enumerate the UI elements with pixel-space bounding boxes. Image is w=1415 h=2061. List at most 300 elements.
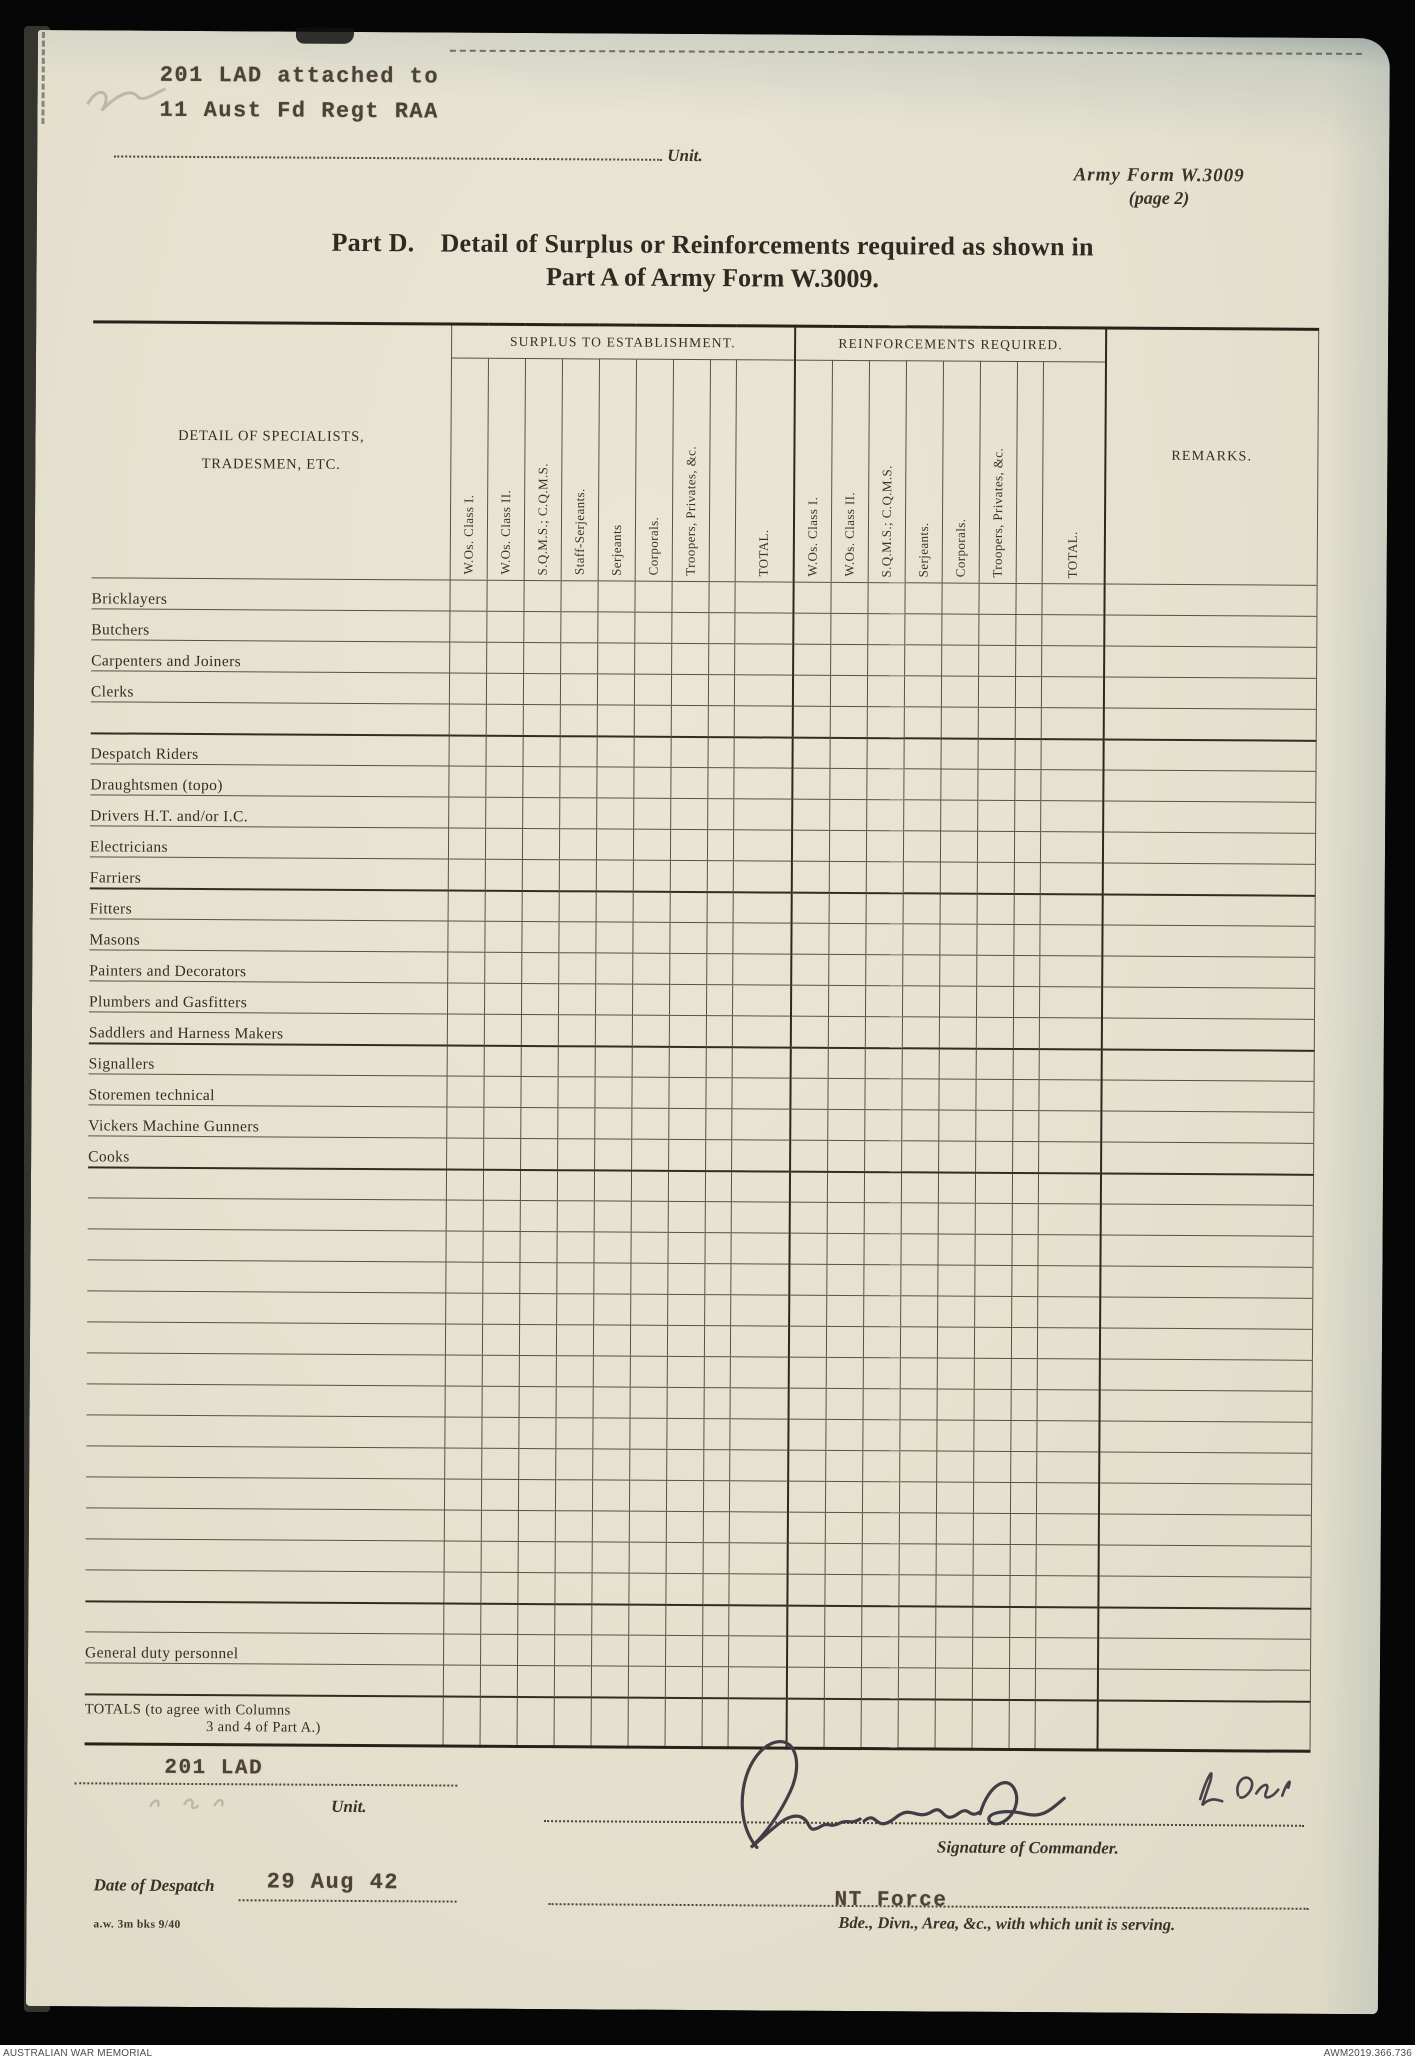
grid-cell [734, 644, 793, 675]
grid-cell [558, 1015, 595, 1046]
remarks-cell [1099, 1421, 1311, 1453]
grid-cell [633, 767, 670, 798]
grid-cell [633, 860, 670, 891]
grid-cell [481, 1417, 518, 1448]
grid-cell [865, 955, 902, 986]
row-label: Signallers [89, 1043, 447, 1076]
grid-cell [824, 1574, 861, 1605]
remarks-cell [1102, 987, 1314, 1019]
grid-cell [827, 1109, 864, 1140]
grid-cell [630, 1294, 667, 1325]
grid-cell [866, 800, 903, 831]
grid-cell [792, 799, 829, 830]
grid-cell [791, 1047, 828, 1078]
column-label-cell [561, 359, 599, 581]
column-label-cell [1016, 361, 1043, 583]
grid-cell [443, 1665, 480, 1696]
remarks-cell [1101, 1142, 1313, 1174]
grid-cell [1041, 615, 1104, 646]
grid-cell [667, 1387, 704, 1418]
grid-cell [1010, 1420, 1036, 1451]
grid-cell [595, 922, 632, 953]
grid-cell [866, 862, 903, 893]
remarks-cell [1103, 894, 1315, 926]
form-reference-number: Army Form W.3009 [1073, 164, 1245, 187]
grid-cell [449, 735, 486, 766]
grid-cell [790, 1140, 827, 1171]
grid-cell [825, 1543, 862, 1574]
grid-cell [977, 800, 1014, 831]
grid-cell [978, 645, 1015, 676]
grid-cell [862, 1451, 899, 1482]
grid-cell [936, 1482, 973, 1513]
column-label-cell [794, 360, 832, 582]
grid-cell [791, 954, 828, 985]
grid-cell [592, 1511, 629, 1542]
unit-typed-line1: 201 LAD attached to [159, 62, 440, 90]
grid-cell [865, 986, 902, 1017]
grid-cell [829, 830, 866, 861]
grid-cell [448, 890, 485, 921]
grid-cell [942, 583, 979, 614]
grid-cell [730, 1264, 789, 1295]
grid-cell [593, 1356, 630, 1387]
grid-cell [522, 859, 559, 890]
grid-cell [901, 1141, 938, 1172]
grid-cell [707, 799, 733, 830]
grid-cell [666, 1480, 703, 1511]
grid-cell [670, 767, 707, 798]
grid-cell [829, 892, 866, 923]
grid-cell [788, 1543, 825, 1574]
grid-cell [975, 1234, 1012, 1265]
grid-cell [518, 1479, 555, 1510]
grid-cell [629, 1511, 666, 1542]
grid-cell [789, 1326, 826, 1357]
grid-cell [592, 1449, 629, 1480]
grid-cell [1011, 1327, 1037, 1358]
grid-cell [520, 1138, 557, 1169]
unit-label: Unit. [667, 145, 703, 166]
grid-cell [974, 1296, 1011, 1327]
grid-cell [559, 891, 596, 922]
row-label [86, 1539, 444, 1572]
footer-unit-dotted-line [74, 1782, 457, 1786]
grid-cell [449, 673, 486, 704]
grid-cell [666, 1449, 703, 1480]
row-label: Masons [89, 919, 447, 952]
row-label [91, 702, 449, 735]
grid-cell [864, 1203, 901, 1234]
grid-cell [941, 738, 978, 769]
grid-cell [902, 955, 939, 986]
grid-cell [901, 1079, 938, 1110]
grid-cell [1013, 1048, 1039, 1079]
grid-cell [979, 583, 1016, 614]
grid-cell [941, 614, 978, 645]
grid-cell [975, 1141, 1012, 1172]
grid-cell [560, 612, 597, 643]
grid-cell [794, 582, 831, 613]
grid-cell [861, 1668, 898, 1699]
grid-cell [1038, 1080, 1101, 1111]
grid-cell [973, 1544, 1010, 1575]
grid-cell [444, 1479, 481, 1510]
grid-cell [668, 1201, 705, 1232]
remarks-cell [1100, 1297, 1312, 1329]
grid-cell [671, 612, 708, 643]
grid-cell [670, 829, 707, 860]
column-label-cell [868, 361, 906, 583]
grid-cell [729, 1450, 788, 1481]
grid-cell [705, 1202, 731, 1233]
grid-cell [448, 797, 485, 828]
grid-cell [937, 1389, 974, 1420]
grid-cell [593, 1325, 630, 1356]
grid-cell [634, 612, 671, 643]
column-label: W.Os. Class I. [804, 496, 820, 577]
grid-cell [629, 1542, 666, 1573]
grid-cell [731, 1109, 790, 1140]
grid-cell [520, 1169, 557, 1200]
grid-cell [486, 735, 523, 766]
column-label-cell [735, 360, 795, 582]
grid-cell [482, 1386, 519, 1417]
grid-cell [521, 1045, 558, 1076]
grid-cell [732, 985, 791, 1016]
grid-cell [597, 736, 634, 767]
binding-stitch-marks [41, 32, 45, 124]
grid-cell [1037, 1390, 1100, 1421]
grid-cell [520, 1200, 557, 1231]
grid-cell [518, 1510, 555, 1541]
reinforcements-section-header: REINFORCEMENTS REQUIRED. [795, 326, 1106, 362]
detail-column-header [92, 322, 452, 580]
grid-cell [827, 1078, 864, 1109]
footer-unit-label: Unit. [331, 1796, 367, 1817]
grid-cell [597, 612, 634, 643]
grid-cell [443, 1696, 480, 1746]
grid-cell [730, 1357, 789, 1388]
grid-cell [938, 1079, 975, 1110]
grid-cell [788, 1419, 825, 1450]
grid-cell [591, 1666, 628, 1697]
grid-cell [670, 860, 707, 891]
grid-cell [828, 985, 865, 1016]
row-label: Cooks [88, 1136, 446, 1169]
grid-cell [592, 1542, 629, 1573]
grid-cell [559, 767, 596, 798]
grid-cell [830, 737, 867, 768]
column-label: Corporals. [645, 517, 661, 576]
grid-cell [1036, 1514, 1099, 1545]
grid-cell [972, 1606, 1009, 1637]
grid-cell [1014, 862, 1040, 893]
grid-cell [520, 1107, 557, 1138]
grid-cell [861, 1637, 898, 1668]
grid-cell [559, 860, 596, 891]
remarks-cell [1103, 770, 1315, 802]
unit-typed-line2: 11 Aust Fd Regt RAA [159, 97, 439, 125]
print-code: a.w. 3m bks 9/40 [93, 1918, 181, 1931]
form-page [26, 30, 1390, 2014]
grid-cell [734, 675, 793, 706]
form-title-line1 [37, 226, 1389, 264]
grid-cell [558, 984, 595, 1015]
grid-cell [792, 892, 829, 923]
grid-cell [559, 798, 596, 829]
grid-cell [898, 1637, 935, 1668]
grid-cell [1013, 955, 1039, 986]
grid-cell [1041, 677, 1104, 708]
grid-cell [729, 1481, 788, 1512]
grid-cell [445, 1324, 482, 1355]
grid-cell [904, 614, 941, 645]
grid-cell [517, 1634, 554, 1665]
grid-cell [1015, 645, 1041, 676]
grid-cell [628, 1697, 665, 1747]
grid-cell [484, 1045, 521, 1076]
grid-cell [447, 1045, 484, 1076]
grid-cell [793, 675, 830, 706]
grid-cell [829, 768, 866, 799]
grid-cell [445, 1262, 482, 1293]
remarks-cell [1104, 615, 1316, 647]
grid-cell [903, 831, 940, 862]
row-label [87, 1322, 445, 1355]
grid-cell [936, 1544, 973, 1575]
grid-cell [734, 582, 793, 613]
grid-cell [902, 924, 939, 955]
grid-cell [899, 1451, 936, 1482]
grid-cell [669, 953, 706, 984]
column-label-cell [635, 359, 673, 581]
grid-cell [787, 1667, 824, 1698]
grid-cell [898, 1668, 935, 1699]
grid-cell [482, 1293, 519, 1324]
grid-cell [899, 1544, 936, 1575]
grid-cell [1014, 800, 1040, 831]
grid-cell [939, 955, 976, 986]
grid-cell [973, 1420, 1010, 1451]
row-label [87, 1384, 445, 1417]
grid-cell [555, 1511, 592, 1542]
remarks-cell [1098, 1607, 1310, 1639]
table-header [92, 322, 1319, 585]
grid-cell [705, 1171, 731, 1202]
grid-cell [448, 766, 485, 797]
grid-cell [629, 1480, 666, 1511]
grid-cell [863, 1265, 900, 1296]
grid-cell [517, 1572, 554, 1603]
grid-cell [826, 1388, 863, 1419]
grid-cell [449, 704, 486, 735]
grid-cell [633, 829, 670, 860]
grid-cell [594, 1077, 631, 1108]
column-label-cell [524, 358, 562, 580]
grid-cell [1040, 801, 1103, 832]
grid-cell [708, 613, 734, 644]
grid-cell [594, 1108, 631, 1139]
row-label [87, 1260, 445, 1293]
grid-cell [939, 1017, 976, 1048]
grid-cell [671, 736, 708, 767]
grid-cell [558, 922, 595, 953]
grid-cell [728, 1636, 787, 1667]
grid-cell [557, 1170, 594, 1201]
grid-cell [707, 768, 733, 799]
grid-cell [861, 1575, 898, 1606]
grid-cell [1012, 1203, 1038, 1234]
grid-cell [704, 1233, 730, 1264]
grid-cell [973, 1513, 1010, 1544]
grid-cell [1010, 1451, 1036, 1482]
grid-cell [445, 1293, 482, 1324]
grid-cell [449, 611, 486, 642]
grid-cell [522, 828, 559, 859]
remarks-cell [1104, 677, 1316, 709]
grid-cell [554, 1573, 591, 1604]
grid-cell [632, 1015, 669, 1046]
grid-cell [938, 1141, 975, 1172]
grid-cell [591, 1573, 628, 1604]
grid-cell [634, 674, 671, 705]
grid-cell [486, 642, 523, 673]
grid-cell [445, 1231, 482, 1262]
grid-cell [904, 707, 941, 738]
grid-cell [937, 1296, 974, 1327]
grid-cell [666, 1542, 703, 1573]
grid-cell [707, 830, 733, 861]
grid-cell [731, 1078, 790, 1109]
grid-cell [862, 1513, 899, 1544]
grid-cell [1015, 614, 1041, 645]
grid-cell [1038, 1173, 1101, 1204]
grid-cell [634, 705, 671, 736]
remarks-cell [1101, 1173, 1313, 1205]
grid-cell [480, 1603, 517, 1634]
column-label: Staff-Serjeants. [571, 488, 587, 576]
grid-cell [1038, 1111, 1101, 1142]
date-of-despatch-label: Date of Despatch [93, 1875, 215, 1896]
grid-cell [523, 735, 560, 766]
grid-cell [705, 1140, 731, 1171]
grid-cell [706, 923, 732, 954]
grid-cell [708, 582, 734, 613]
grid-cell [731, 1202, 790, 1233]
grid-cell [671, 705, 708, 736]
grid-cell [486, 580, 523, 611]
grid-cell [633, 891, 670, 922]
grid-cell [788, 1450, 825, 1481]
row-label [86, 1415, 444, 1448]
grid-cell [824, 1636, 861, 1667]
grid-cell [555, 1542, 592, 1573]
remarks-cell [1099, 1514, 1311, 1546]
grid-cell [443, 1634, 480, 1665]
grid-cell [519, 1324, 556, 1355]
grid-cell [863, 1296, 900, 1327]
grid-cell [1040, 832, 1103, 863]
grid-cell [1037, 1328, 1100, 1359]
grid-cell [825, 1481, 862, 1512]
grid-cell [486, 673, 523, 704]
grid-cell [900, 1265, 937, 1296]
grid-cell [444, 1510, 481, 1541]
grid-cell [519, 1355, 556, 1386]
grid-cell [865, 1048, 902, 1079]
row-label: Farriers [90, 857, 448, 890]
grid-cell [938, 1110, 975, 1141]
grid-cell [631, 1139, 668, 1170]
column-label-cell [487, 358, 525, 580]
grid-cell [634, 736, 671, 767]
totals-row [85, 1694, 1310, 1751]
grid-cell [628, 1573, 665, 1604]
grid-cell [630, 1263, 667, 1294]
row-label: Carpenters and Joiners [91, 640, 449, 673]
row-label [85, 1601, 443, 1634]
grid-cell [1041, 708, 1104, 739]
grid-cell [480, 1696, 517, 1746]
date-typed: 29 Aug 42 [266, 1869, 400, 1896]
signature-caption: Signature of Commander. [936, 1837, 1119, 1858]
grid-cell [630, 1232, 667, 1263]
grid-cell [904, 738, 941, 769]
grid-cell [904, 676, 941, 707]
grid-cell [826, 1295, 863, 1326]
grid-cell [597, 674, 634, 705]
remarks-cell [1103, 832, 1315, 864]
grid-cell [557, 1108, 594, 1139]
grid-cell [665, 1573, 702, 1604]
grid-cell [554, 1666, 591, 1697]
grid-cell [790, 1202, 827, 1233]
grid-cell [975, 1172, 1012, 1203]
grid-cell [866, 893, 903, 924]
grid-cell [517, 1665, 554, 1696]
grid-cell [1010, 1482, 1036, 1513]
title-text: Detail of Surplus or Reinforcements required as shown in [440, 228, 1094, 262]
grid-cell [482, 1231, 519, 1262]
grid-cell [667, 1232, 704, 1263]
grid-cell [484, 1014, 521, 1045]
grid-cell [730, 1233, 789, 1264]
grid-cell [730, 1326, 789, 1357]
grid-cell [867, 614, 904, 645]
grid-cell [790, 1109, 827, 1140]
grid-cell [631, 1201, 668, 1232]
grid-cell [480, 1572, 517, 1603]
remarks-cell [1102, 1049, 1314, 1081]
grid-cell [597, 581, 634, 612]
grid-cell [1014, 831, 1040, 862]
grid-cell [935, 1606, 972, 1637]
grid-cell [935, 1668, 972, 1699]
grid-cell [446, 1076, 483, 1107]
grid-cell [665, 1697, 702, 1747]
grid-cell [864, 1141, 901, 1172]
grid-cell [941, 676, 978, 707]
grid-cell [940, 769, 977, 800]
grid-cell [1012, 1079, 1038, 1110]
grid-cell [704, 1264, 730, 1295]
grid-cell [1037, 1297, 1100, 1328]
grid-cell [483, 1076, 520, 1107]
grid-cell [666, 1418, 703, 1449]
remarks-cell [1104, 708, 1316, 740]
grid-cell [825, 1419, 862, 1450]
